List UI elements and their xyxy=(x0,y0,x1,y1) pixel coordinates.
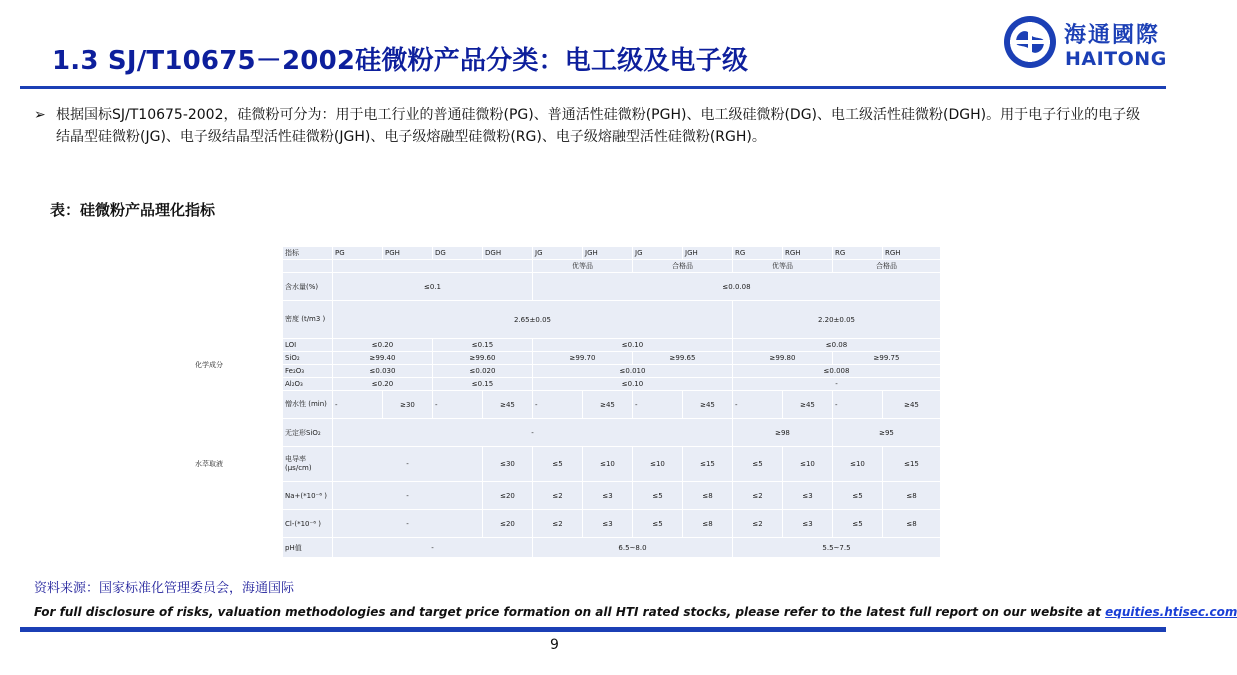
table-row xyxy=(193,339,941,352)
col-header: JGH xyxy=(583,247,633,260)
table-cell: ≤30 xyxy=(483,447,533,482)
table-header-row xyxy=(193,247,941,260)
table-cell: - xyxy=(333,538,533,558)
page-number: 9 xyxy=(550,637,559,653)
disclosure-text xyxy=(34,605,1237,619)
table-row xyxy=(193,538,941,558)
table-cell: ≤15 xyxy=(683,447,733,482)
row-label: 憎水性 (min) xyxy=(283,391,333,419)
row-label: 密度 (t/m3 ) xyxy=(283,301,333,339)
table-cell: ≥98 xyxy=(733,419,833,447)
table-cell: ≤10 xyxy=(583,447,633,482)
table-cell: - xyxy=(733,391,783,419)
table-cell: ≥30 xyxy=(383,391,433,419)
haitong-logo xyxy=(1002,12,1170,74)
table-cell: ≤10 xyxy=(633,447,683,482)
grade-label: 优等品 xyxy=(733,260,833,273)
table-cell: ≤5 xyxy=(633,482,683,510)
table-cell: ≤2 xyxy=(733,510,783,538)
table-caption: 表：硅微粉产品理化指标 xyxy=(50,201,216,219)
table-cell: 2.65±0.05 xyxy=(333,301,733,339)
col-header: DG xyxy=(433,247,483,260)
table-cell: ≤2 xyxy=(533,482,583,510)
table-cell: ≤0.10 xyxy=(533,339,733,352)
table-cell: ≥99.80 xyxy=(733,352,833,365)
grade-label: 合格品 xyxy=(633,260,733,273)
table-cell: ≥45 xyxy=(483,391,533,419)
table-cell: ≤8 xyxy=(683,510,733,538)
table-cell: ≤0.15 xyxy=(433,378,533,391)
table-cell: - xyxy=(333,510,483,538)
table-cell: ≤0.030 xyxy=(333,365,433,378)
source-note: 资料来源：国家标准化管理委员会，海通国际 xyxy=(34,581,295,596)
row-label: 电导率 (μs/cm) xyxy=(283,447,333,482)
table-cell: ≤8 xyxy=(683,482,733,510)
table-row xyxy=(193,365,941,378)
table-cell: ≤0.1 xyxy=(333,273,533,301)
table-cell: ≤0.15 xyxy=(433,339,533,352)
table-cell: ≤3 xyxy=(783,510,833,538)
table-row xyxy=(193,419,941,447)
row-label: Fe₂O₃ xyxy=(283,365,333,378)
table-row xyxy=(193,510,941,538)
row-label: Cl-(*10⁻⁶ ) xyxy=(283,510,333,538)
col-header: RG xyxy=(733,247,783,260)
table-row xyxy=(193,391,941,419)
col-header: PGH xyxy=(383,247,433,260)
table-cell: ≤5 xyxy=(733,447,783,482)
table-cell: ≤5 xyxy=(833,482,883,510)
row-label: 无定形SiO₂ xyxy=(283,419,333,447)
table-cell: ≥95 xyxy=(833,419,941,447)
table-cell: ≤0.020 xyxy=(433,365,533,378)
page-title: 1.3 SJ/T10675－2002硅微粉产品分类：电工级及电子级 xyxy=(52,46,749,76)
table-cell: ≤20 xyxy=(483,482,533,510)
row-label: Na+(*10⁻⁶ ) xyxy=(283,482,333,510)
table-cell: - xyxy=(333,447,483,482)
col-header: JG xyxy=(633,247,683,260)
disclosure-body: For full disclosure of risks, valuation methodologies and target price formation on all HTI rated stocks, please refer to the latest full report on our website at xyxy=(34,605,1101,619)
table-cell: ≥45 xyxy=(583,391,633,419)
table-cell: ≤15 xyxy=(883,447,941,482)
bullet-arrow-icon: ➢ xyxy=(34,107,46,123)
table-cell: - xyxy=(333,482,483,510)
table-cell: ≤0.20 xyxy=(333,339,433,352)
row-label: pH值 xyxy=(283,538,333,558)
table-row xyxy=(193,447,941,482)
col-header: RG xyxy=(833,247,883,260)
grade-label: 合格品 xyxy=(833,260,941,273)
group-label: 水萃取液 xyxy=(193,447,283,538)
intro-text: 根据国标SJ/T10675-2002，硅微粉可分为：用于电工行业的普通硅微粉(PG)、普通活性硅微粉(PGH)、电工级硅微粉(DG)、电工级活性硅微粉(DGH)。用于电子行业的电子级结晶型硅微粉(JG)、电子级结晶型活性硅微粉(JGH)、电子级熔融型硅微粉(RG)、电子级熔融型活性硅微粉(RGH)。 xyxy=(56,107,1141,145)
row-label: 含水量(%) xyxy=(283,273,333,301)
row-label: SiO₂ xyxy=(283,352,333,365)
table-cell: ≤0.10 xyxy=(533,378,733,391)
col-header: DGH xyxy=(483,247,533,260)
table-cell: ≤0.008 xyxy=(733,365,941,378)
table-row xyxy=(193,301,941,339)
table-cell: - xyxy=(333,419,733,447)
table-cell: ≥45 xyxy=(883,391,941,419)
table-cell: 2.20±0.05 xyxy=(733,301,941,339)
table-row xyxy=(193,352,941,365)
table-cell: - xyxy=(833,391,883,419)
row-label: Al₂O₃ xyxy=(283,378,333,391)
col-header: RGH xyxy=(883,247,941,260)
intro-paragraph xyxy=(34,104,1144,148)
spec-table xyxy=(192,246,941,558)
table-cell: ≤8 xyxy=(883,482,941,510)
table-cell: ≤8 xyxy=(883,510,941,538)
table-cell: ≤5 xyxy=(533,447,583,482)
title-divider xyxy=(20,86,1166,89)
table-row xyxy=(193,378,941,391)
table-cell: - xyxy=(333,391,383,419)
col-header: JGH xyxy=(683,247,733,260)
haitong-logo-icon xyxy=(1002,14,1058,70)
table-cell: ≥99.60 xyxy=(433,352,533,365)
table-cell: ≥99.40 xyxy=(333,352,433,365)
grade-label: 优等品 xyxy=(533,260,633,273)
group-label: 化学成分 xyxy=(193,339,283,391)
table-cell: ≥99.75 xyxy=(833,352,941,365)
footer-divider xyxy=(20,627,1166,632)
table-cell: ≥45 xyxy=(683,391,733,419)
col-header: JG xyxy=(533,247,583,260)
table-cell: ≤3 xyxy=(783,482,833,510)
table-cell: 6.5~8.0 xyxy=(533,538,733,558)
table-cell: ≤2 xyxy=(733,482,783,510)
table-cell: ≥99.70 xyxy=(533,352,633,365)
website-link[interactable]: equities.htisec.com xyxy=(1105,605,1237,619)
table-cell: ≤10 xyxy=(833,447,883,482)
table-cell: ≤5 xyxy=(633,510,683,538)
table-cell: ≤0.08 xyxy=(733,339,941,352)
table-cell: - xyxy=(733,378,941,391)
table-cell: ≥99.65 xyxy=(633,352,733,365)
table-cell: - xyxy=(633,391,683,419)
header-label: 指标 xyxy=(283,247,333,260)
table-cell: ≤3 xyxy=(583,482,633,510)
col-header: PG xyxy=(333,247,383,260)
table-cell: ≤10 xyxy=(783,447,833,482)
table-row xyxy=(193,273,941,301)
table-row xyxy=(193,482,941,510)
logo-english-text: HAITONG xyxy=(1065,48,1167,70)
row-label: LOI xyxy=(283,339,333,352)
table-cell: 5.5~7.5 xyxy=(733,538,941,558)
table-cell: ≤0.010 xyxy=(533,365,733,378)
table-cell: ≤0.20 xyxy=(333,378,433,391)
grade-row xyxy=(193,260,941,273)
logo-chinese-text: 海通國際 xyxy=(1064,23,1161,48)
table-cell: ≤2 xyxy=(533,510,583,538)
table-cell: ≥45 xyxy=(783,391,833,419)
col-header: RGH xyxy=(783,247,833,260)
table-cell: ≤0.0.08 xyxy=(533,273,941,301)
table-cell: ≤5 xyxy=(833,510,883,538)
table-cell: - xyxy=(433,391,483,419)
table-cell: ≤20 xyxy=(483,510,533,538)
table-cell: ≤3 xyxy=(583,510,633,538)
table-cell: - xyxy=(533,391,583,419)
